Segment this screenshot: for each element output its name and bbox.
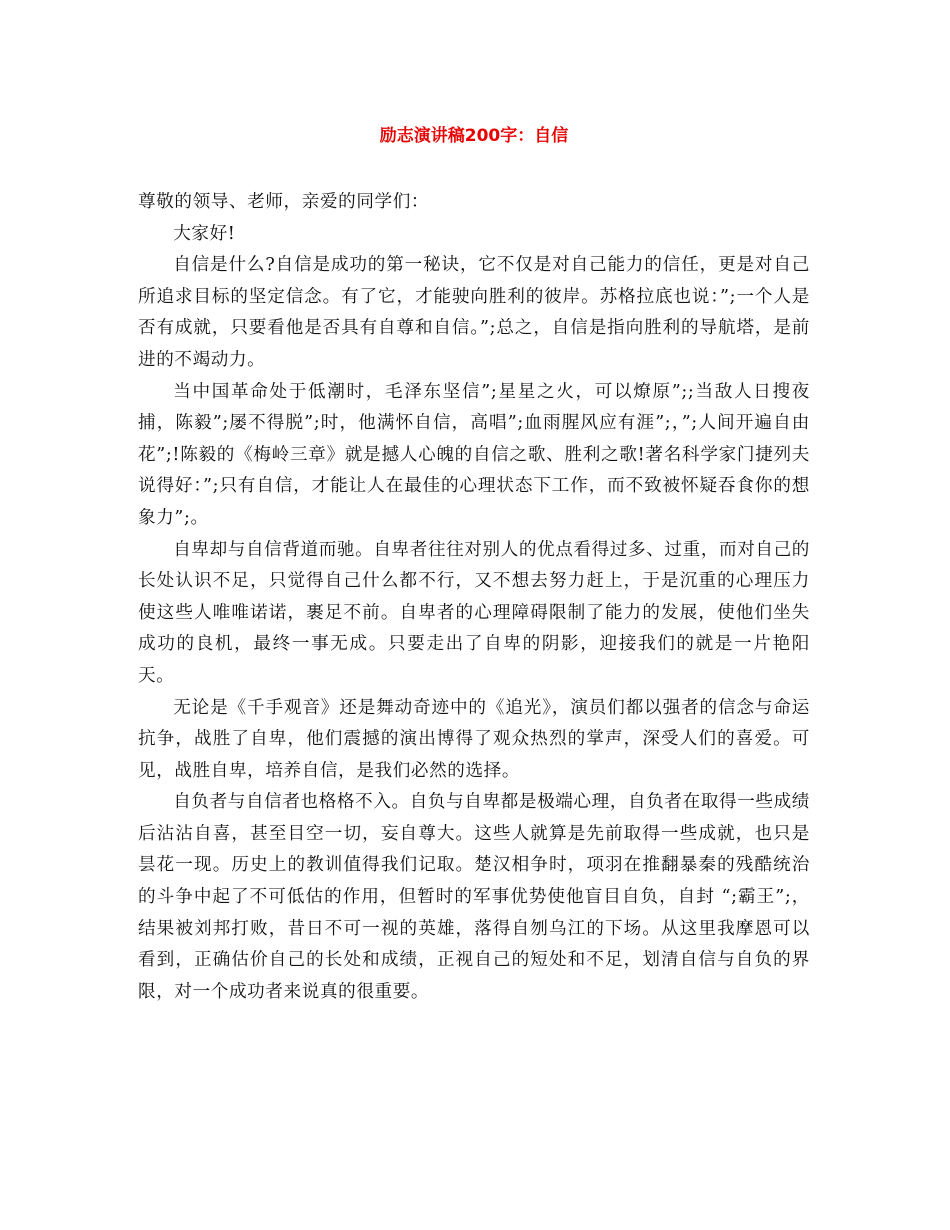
paragraph-inferiority: 自卑却与自信背道而驰。自卑者往往对别人的优点看得过多、过重，而对自己的长处认识不足，只觉得自己什么都不行，又不想去努力赶上，于是沉重的心理压力使这些人唯唯诺诺，裹足不前。自卑者的心理障碍限制了能力的发展，使他们坐失成功的良机，最终一事无成。只要走出了自卑的阴影，迎接我们的就是一片艳阳天。	[138, 539, 810, 686]
greeting: 尊敬的领导、老师，亲爱的同学们：	[138, 192, 430, 212]
document-title: 励志演讲稿200字：自信	[379, 126, 569, 146]
paragraph-revolution-examples: 当中国革命处于低潮时，毛泽东坚信”;星星之火，可以燎原”;;当敌人日搜夜捕，陈毅”;屡不得脱”;时，他满怀自信，高唱”;血雨腥风应有涯”;，”;人间开遍自由花”;!陈毅的《梅岭三章》就是撼人心魄的自信之歌、胜利之歌!著名科学家门捷列夫说得好：”;只有自信，才能让人在最佳的心理状态下工作，而不致被怀疑吞食你的想象力”;。	[138, 381, 810, 528]
paragraph-what-is-confidence: 自信是什么?自信是成功的第一秘诀，它不仅是对自己能力的信任，更是对自己所追求目标的坚定信念。有了它，才能驶向胜利的彼岸。苏格拉底也说：”;一个人是否有成就，只要看他是否具有自尊和自信。”;总之，自信是指向胜利的导航塔，是前进的不竭动力。	[138, 255, 810, 370]
paragraph-performers: 无论是《千手观音》还是舞动奇迹中的《追光》，演员们都以强者的信念与命运抗争，战胜了自卑，他们震撼的演出博得了观众热烈的掌声，深受人们的喜爱。可见，战胜自卑，培养自信，是我们必然的选择。	[138, 697, 810, 781]
paragraph-arrogance: 自负者与自信者也格格不入。自负与自卑都是极端心理，自负者在取得一些成绩后沾沾自喜，甚至目空一切，妄自尊大。这些人就算是先前取得一些成就，也只是昙花一现。历史上的教训值得我们记取。楚汉相争时，项羽在推翻暴秦的残酷统治的斗争中起了不可低估的作用，但暂时的军事优势使他盲目自负，自封 “;霸王”;，结果被刘邦打败，昔日不可一视的英雄，落得自刎乌江的下场。从这里我摩恩可以看到，正确估价自己的长处和成绩，正视自己的短处和不足，划清自信与自负的界限，对一个成功者来说真的很重要。	[138, 792, 810, 1002]
paragraph-salutation: 大家好!	[173, 223, 236, 244]
document-body	[138, 187, 810, 1008]
